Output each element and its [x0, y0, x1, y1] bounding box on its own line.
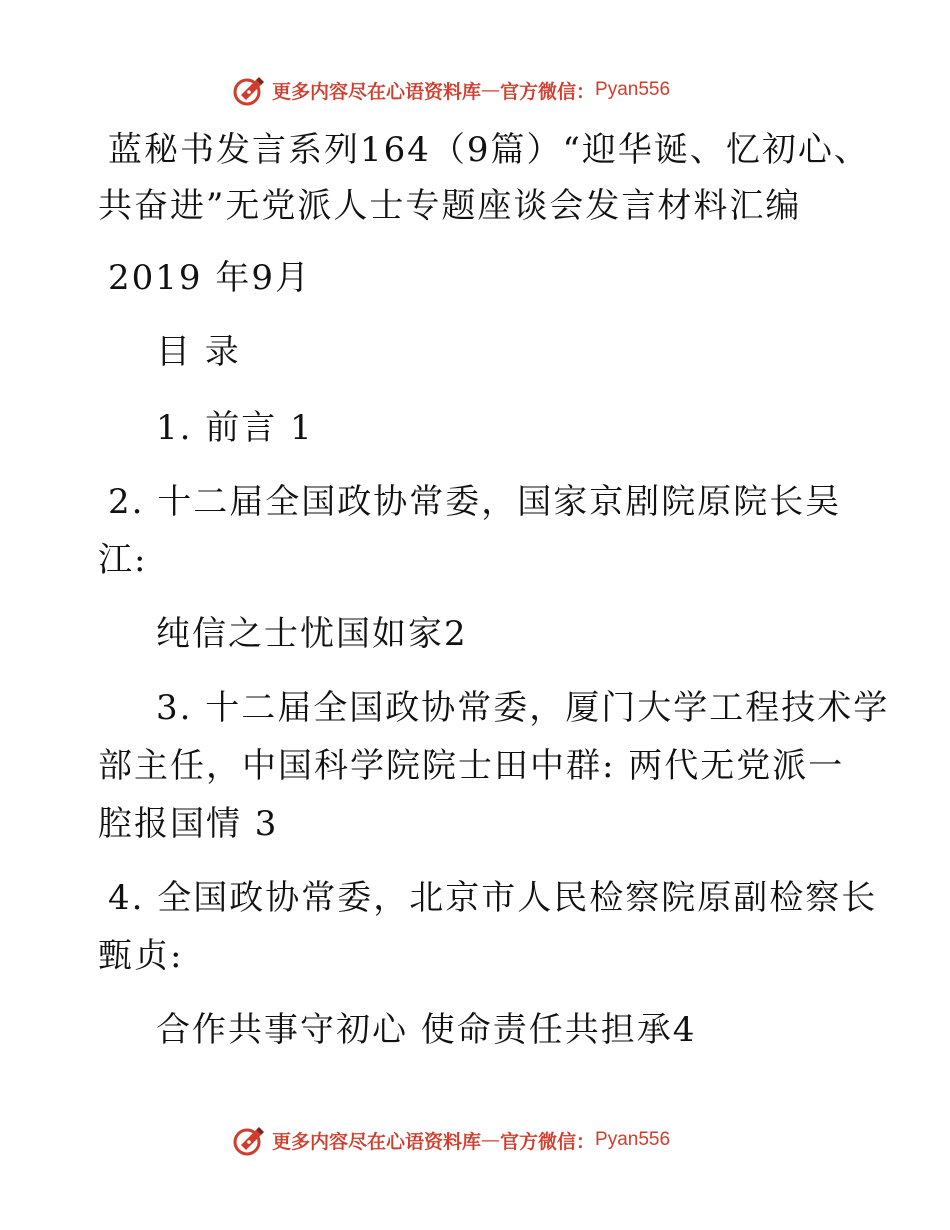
toc-item-2-line-3: 纯信之士忧国如家2 [156, 614, 468, 654]
toc-item-2-line-2: 江: [98, 540, 148, 580]
document-date: 2019 年9月 [108, 258, 311, 298]
toc-item-3-line-2: 部主任，中国科学院院士田中群: 两代无党派一 [98, 746, 845, 786]
toc-item-4-line-1: 4. 全国政协常委，北京市人民检察院原副检察长 [108, 878, 878, 918]
watermark-official-label: 官方微信： [500, 80, 596, 103]
document-title-line-1: 蓝秘书发言系列164（9篇）“迎华诞、忆初心、 [108, 130, 870, 170]
toc-item-1: 1. 前言 1 [156, 408, 314, 448]
watermark-main-text: 更多内容尽在心语资料库 [272, 1130, 482, 1153]
toc-heading: 目 录 [156, 332, 241, 372]
toc-item-3-line-3: 腔报国情 3 [98, 804, 279, 844]
footer-watermark [232, 1122, 670, 1158]
toc-item-2-line-1: 2. 十二届全国政协常委，国家京剧院原院长吴 [108, 482, 842, 522]
pen-nib-logo-icon [232, 73, 266, 107]
watermark-separator: — [481, 1129, 501, 1151]
watermark-official-label: 官方微信： [500, 1130, 596, 1153]
watermark-wechat-id: Pyan556 [595, 79, 671, 100]
watermark-wechat-id: Pyan556 [595, 1129, 671, 1150]
watermark-separator: — [481, 79, 501, 101]
toc-item-3-line-1: 3. 十二届全国政协常委，厦门大学工程技术学 [156, 688, 890, 728]
watermark-main-text: 更多内容尽在心语资料库 [272, 80, 482, 103]
toc-item-4-line-2: 甄贞: [98, 936, 184, 976]
pen-nib-logo-icon [232, 1123, 266, 1157]
toc-item-4-line-3: 合作共事守初心 使命责任共担承4 [156, 1010, 697, 1050]
document-title-line-2: 共奋进”无党派人士专题座谈会发言材料汇编 [98, 186, 802, 226]
header-watermark [232, 72, 670, 108]
